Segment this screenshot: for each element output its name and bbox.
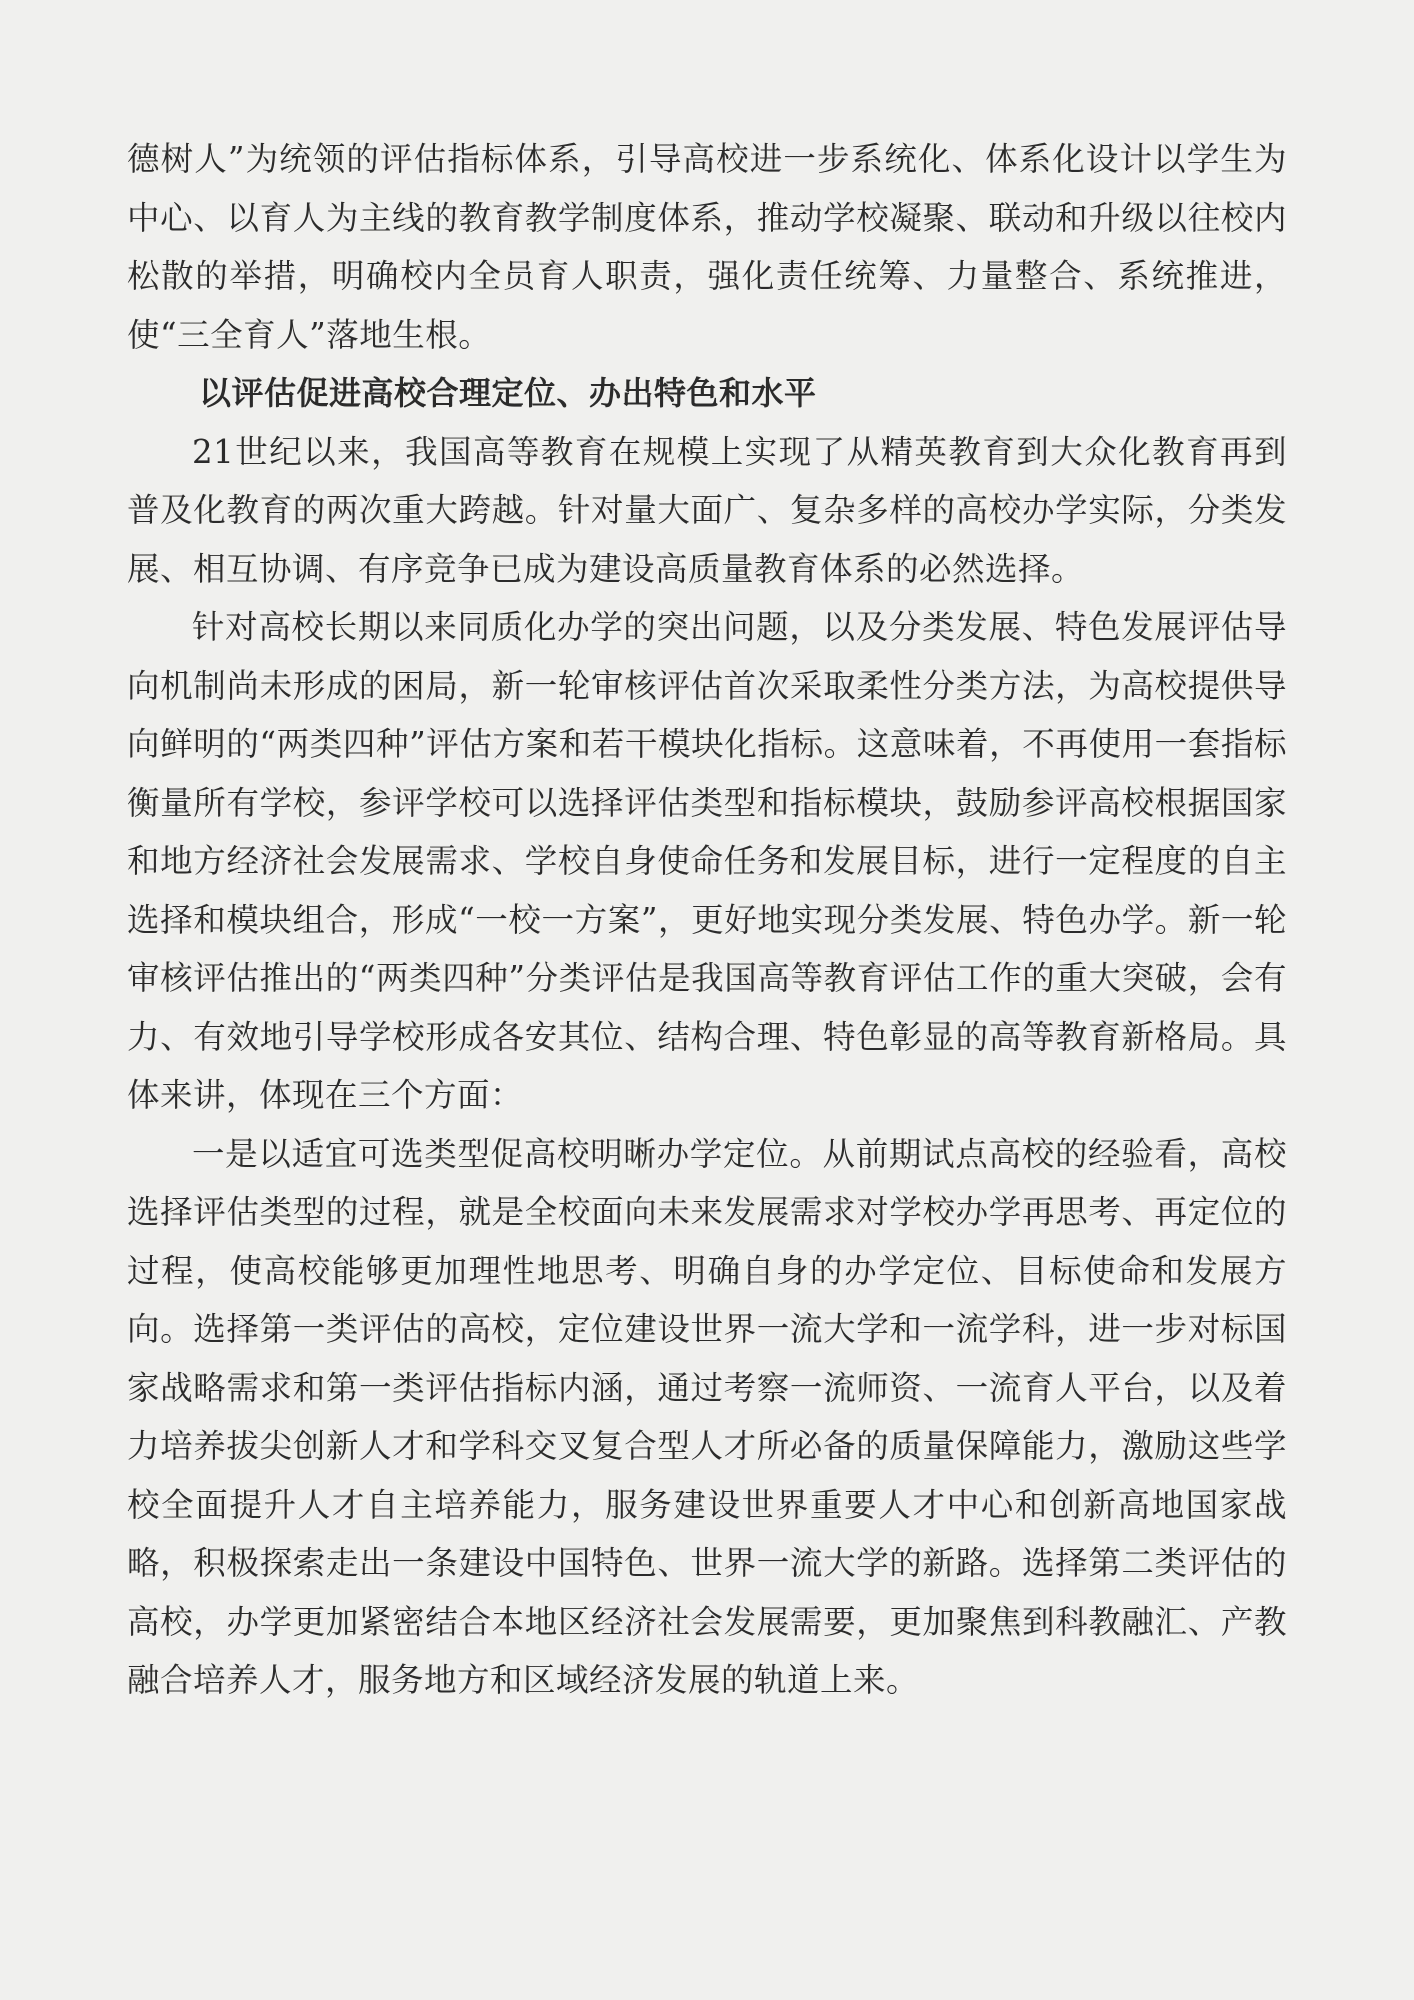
- paragraph-continuation: 德树人”为统领的评估指标体系，引导高校进一步系统化、体系化设计以学生为中心、以育人为主线的教育教学制度体系，推动学校凝聚、联动和升级以往校内松散的举措，明确校内全员育人职责，强化责任统筹、力量整合、系统推进，使“三全育人”落地生根。: [127, 140, 1287, 354]
- document-page: [127, 130, 1287, 1710]
- paragraph: 21世纪以来，我国高等教育在规模上实现了从精英教育到大众化教育再到普及化教育的两次重大跨越。针对量大面广、复杂多样的高校办学实际，分类发展、相互协调、有序竞争已成为建设高质量教育体系的必然选择。: [127, 432, 1287, 588]
- paragraph: 针对高校长期以来同质化办学的突出问题，以及分类发展、特色发展评估导向机制尚未形成的困局，新一轮审核评估首次采取柔性分类方法，为高校提供导向鲜明的“两类四种”评估方案和若干模块化指标。这意味着，不再使用一套指标衡量所有学校，参评学校可以选择评估类型和指标模块，鼓励参评高校根据国家和地方经济社会发展需求、学校自身使命任务和发展目标，进行一定程度的自主选择和模块组合，形成“一校一方案”，更好地实现分类发展、特色办学。新一轮审核评估推出的“两类四种”分类评估是我国高等教育评估工作的重大突破，会有力、有效地引导学校形成各安其位、结构合理、特色彰显的高等教育新格局。具体来讲，体现在三个方面：: [127, 608, 1287, 1114]
- section-heading: 以评估促进高校合理定位、办出特色和水平: [199, 374, 817, 412]
- paragraph: 一是以适宜可选类型促高校明晰办学定位。从前期试点高校的经验看，高校选择评估类型的过程，就是全校面向未来发展需求对学校办学再思考、再定位的过程，使高校能够更加理性地思考、明确自身的办学定位、目标使命和发展方向。选择第一类评估的高校，定位建设世界一流大学和一流学科，进一步对标国家战略需求和第一类评估指标内涵，通过考察一流师资、一流育人平台，以及着力培养拔尖创新人才和学科交叉复合型人才所必备的质量保障能力，激励这些学校全面提升人才自主培养能力，服务建设世界重要人才中心和创新高地国家战略，积极探索走出一条建设中国特色、世界一流大学的新路。选择第二类评估的高校，办学更加紧密结合本地区经济社会发展需要，更加聚焦到科教融汇、产教融合培养人才，服务地方和区域经济发展的轨道上来。: [127, 1134, 1287, 1699]
